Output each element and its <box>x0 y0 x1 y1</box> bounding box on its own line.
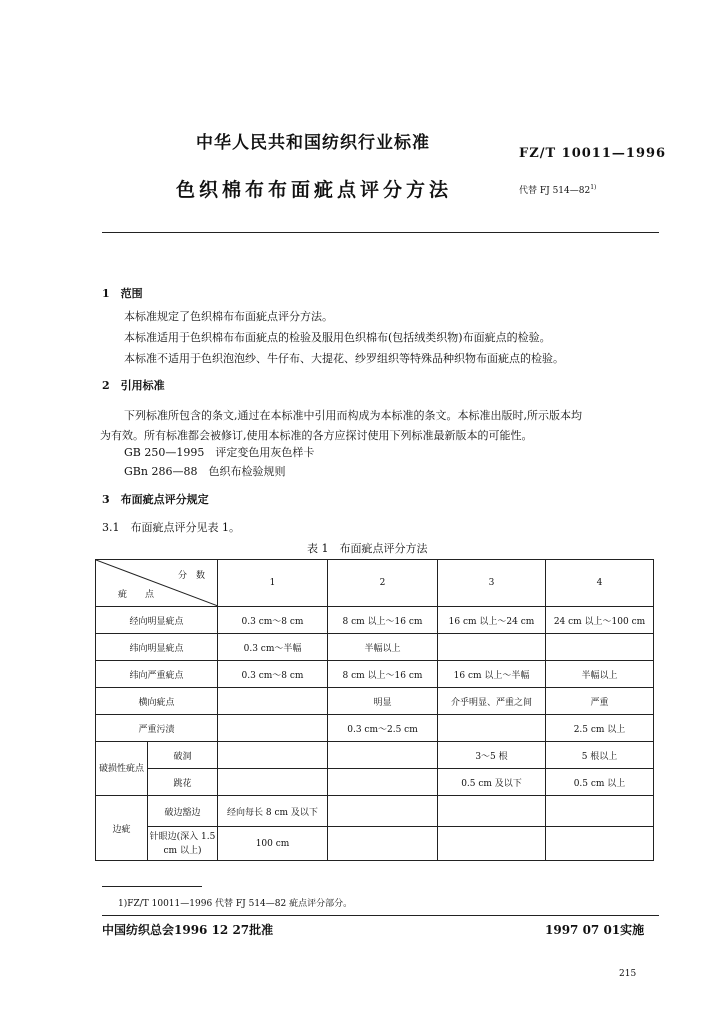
table-cell: 0.3 cm～2.5 cm <box>328 715 438 742</box>
reference-gbn286: GBn 286—88 色织布检验规则 <box>124 465 286 478</box>
table-cell: 0.5 cm 以上 <box>546 769 654 796</box>
table-row <box>96 661 654 688</box>
table-cell: 0.3 cm～8 cm <box>218 661 328 688</box>
corner-score-label: 分 数 <box>177 571 205 581</box>
row-label: 针眼边(深入 1.5 cm 以上) <box>148 827 218 861</box>
standard-code: FZ/T 10011—1996 <box>519 146 667 161</box>
page-number: 215 <box>619 969 637 979</box>
table-cell <box>438 634 546 661</box>
table-row <box>96 742 654 769</box>
table-cell: 0.3 cm～半幅 <box>218 634 328 661</box>
table-cell: 0.5 cm 及以下 <box>438 769 546 796</box>
table-cell: 16 cm 以上～24 cm <box>438 607 546 634</box>
table-row <box>96 634 654 661</box>
defect-scoring-table <box>95 559 654 861</box>
table-cell: 经向每长 8 cm 及以下 <box>218 796 328 827</box>
table-cell <box>218 688 328 715</box>
table-cell <box>218 769 328 796</box>
table-cell <box>438 796 546 827</box>
table-cell: 24 cm 以上～100 cm <box>546 607 654 634</box>
footnote: 1)FZ/T 10011—1996 代替 FJ 514—82 疵点评分部分。 <box>118 899 353 909</box>
section-3-1: 3.1 布面疵点评分见表 1。 <box>102 521 240 534</box>
score-header: 1 <box>218 560 328 607</box>
header-rule <box>102 232 659 233</box>
group-label-edge: 边疵 <box>96 796 148 861</box>
score-header: 3 <box>438 560 546 607</box>
section-1-para-1: 本标准规定了色织棉布布面疵点评分方法。 <box>124 310 333 323</box>
table-row <box>96 688 654 715</box>
row-label: 跳花 <box>148 769 218 796</box>
table-cell: 2.5 cm 以上 <box>546 715 654 742</box>
table-cell <box>438 827 546 861</box>
issuing-body-title: 中华人民共和国纺织行业标准 <box>196 133 430 153</box>
table-cell <box>438 715 546 742</box>
table-corner-cell <box>96 560 218 607</box>
document-title: 色织棉布布面疵点评分方法 <box>176 179 453 201</box>
table-cell <box>546 827 654 861</box>
table-row <box>96 796 654 827</box>
table-cell: 介乎明显、严重之间 <box>438 688 546 715</box>
footer-rule <box>102 915 659 916</box>
table-cell <box>218 742 328 769</box>
diagonal-divider <box>96 560 217 606</box>
table-cell: 半幅以上 <box>328 634 438 661</box>
table-header-row <box>96 560 654 607</box>
table-cell: 明显 <box>328 688 438 715</box>
section-2-heading: 2 引用标准 <box>102 379 165 392</box>
effective-date: 1997 07 01实施 <box>545 923 645 937</box>
table-row <box>96 827 654 861</box>
table-cell: 8 cm 以上～16 cm <box>328 607 438 634</box>
row-label: 破洞 <box>148 742 218 769</box>
section-1-heading: 1 范围 <box>102 287 143 300</box>
replaces-note: 代替 FJ 514—82$^{1)}$ <box>519 184 597 196</box>
table-cell: 半幅以上 <box>546 661 654 688</box>
reference-gb250: GB 250—1995 评定变色用灰色样卡 <box>124 446 315 459</box>
table-cell <box>328 742 438 769</box>
table-cell <box>328 769 438 796</box>
row-label: 经向明显疵点 <box>96 607 218 634</box>
table-cell: 8 cm 以上～16 cm <box>328 661 438 688</box>
corner-defect-label: 疵 点 <box>118 590 155 600</box>
table-cell <box>546 634 654 661</box>
row-label: 纬向严重疵点 <box>96 661 218 688</box>
table-cell: 严重 <box>546 688 654 715</box>
approval-line: 中国纺织总会1996 12 27批准 <box>102 923 274 937</box>
score-header: 4 <box>546 560 654 607</box>
table-cell: 5 根以上 <box>546 742 654 769</box>
row-label: 破边豁边 <box>148 796 218 827</box>
table-row <box>96 715 654 742</box>
table-cell: 16 cm 以上～半幅 <box>438 661 546 688</box>
table-cell: 0.3 cm～8 cm <box>218 607 328 634</box>
section-1-para-2: 本标准适用于色织棉布布面疵点的检验及服用色织棉布(包括绒类织物)布面疵点的检验。 <box>124 331 551 344</box>
section-2-para-line-2: 为有效。所有标准都会被修订,使用本标准的各方应探讨使用下列标准最新版本的可能性。 <box>100 429 533 442</box>
row-label: 纬向明显疵点 <box>96 634 218 661</box>
score-header: 2 <box>328 560 438 607</box>
section-1-para-3: 本标准不适用于色织泡泡纱、牛仔布、大提花、纱罗组织等特殊品种织物布面疵点的检验。 <box>124 352 564 365</box>
table-cell <box>328 796 438 827</box>
table-cell <box>218 715 328 742</box>
table-cell <box>328 827 438 861</box>
table-row <box>96 607 654 634</box>
section-2-para-line-1: 下列标准所包含的条文,通过在本标准中引用而构成为本标准的条文。本标准出版时,所示版本均 <box>124 409 582 422</box>
table-cell: 100 cm <box>218 827 328 861</box>
table-cell <box>546 796 654 827</box>
footnote-rule <box>102 886 202 887</box>
row-label: 严重污渍 <box>96 715 218 742</box>
section-3-heading: 3 布面疵点评分规定 <box>102 493 209 506</box>
table-row <box>96 769 654 796</box>
group-label-damage: 破损性疵点 <box>96 742 148 796</box>
table-cell: 3～5 根 <box>438 742 546 769</box>
row-label: 横向疵点 <box>96 688 218 715</box>
table-caption: 表 1 布面疵点评分方法 <box>307 542 428 555</box>
